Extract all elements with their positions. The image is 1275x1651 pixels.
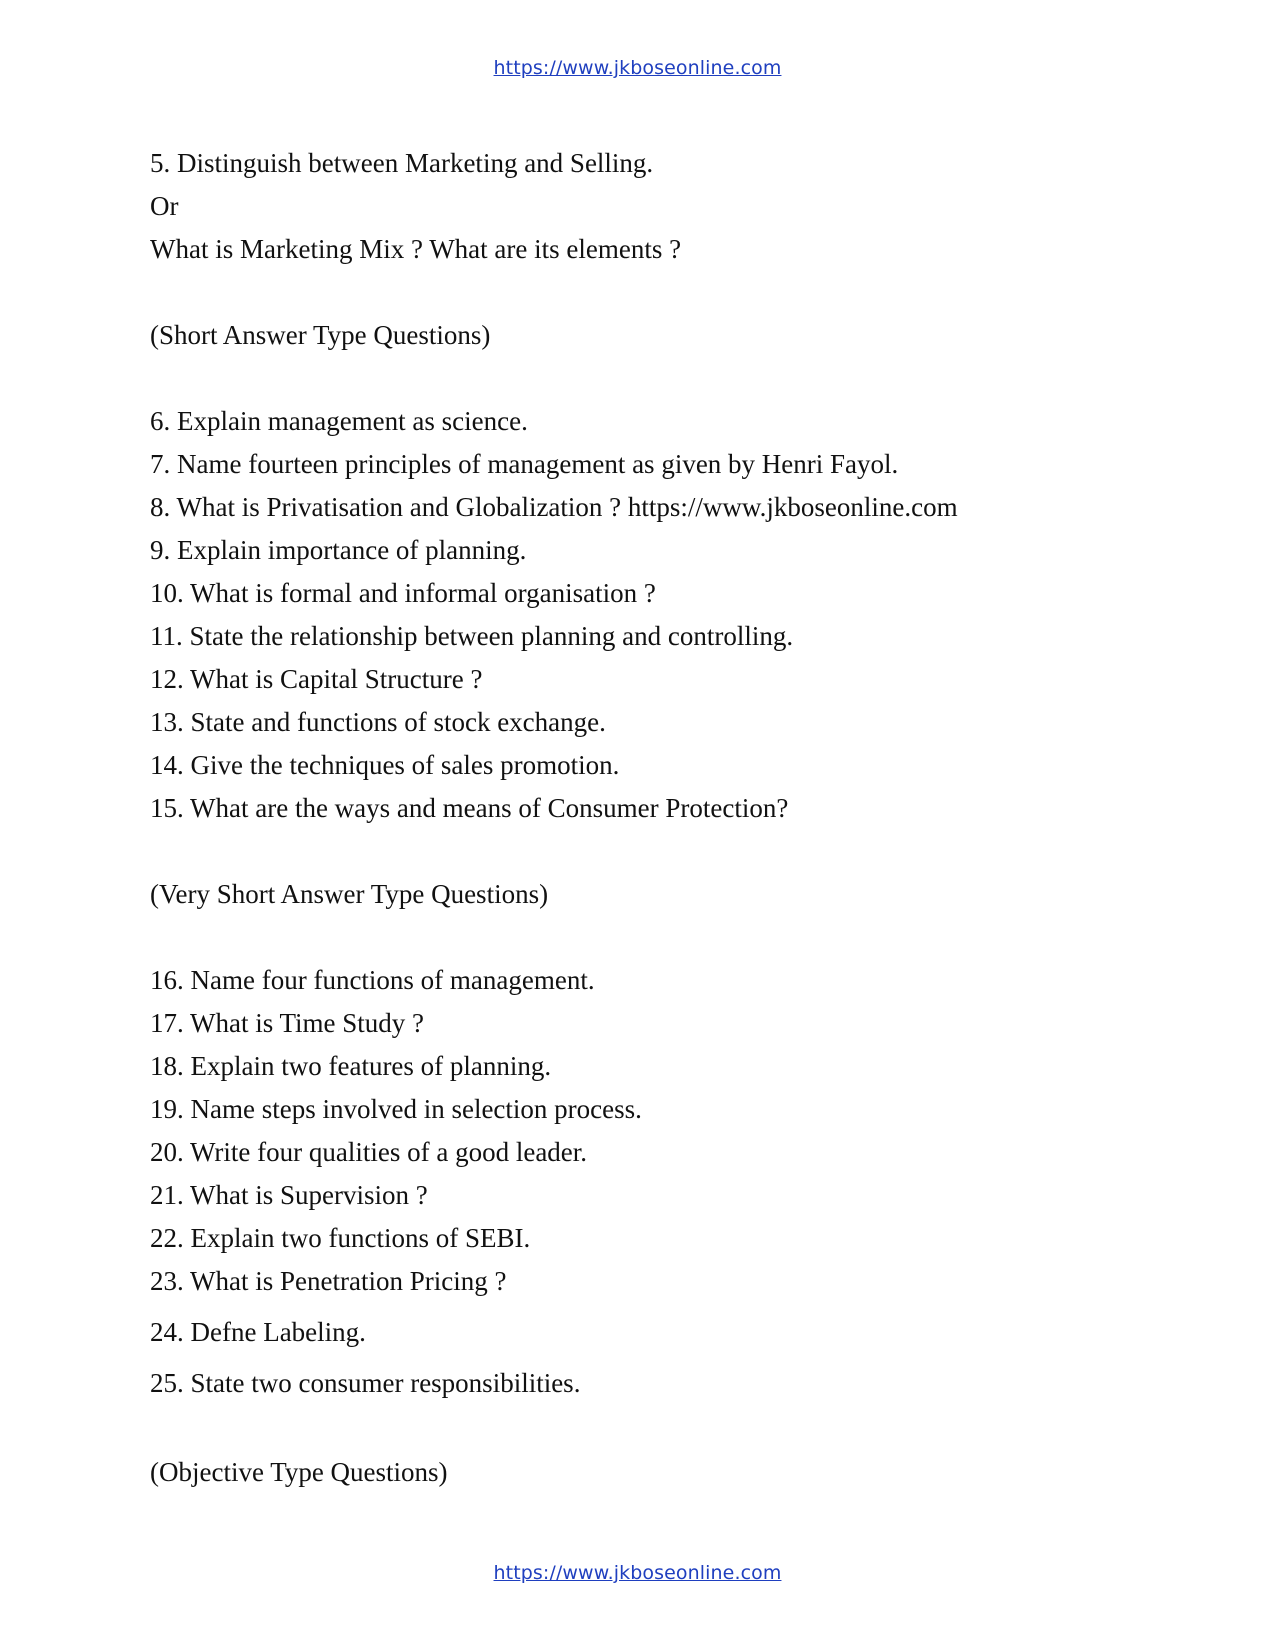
section-heading-short-answer: (Short Answer Type Questions) bbox=[150, 320, 491, 350]
question-21: 21. What is Supervision ? bbox=[150, 1180, 428, 1210]
question-19: 19. Name steps involved in selection process. bbox=[150, 1094, 642, 1124]
question-10: 10. What is formal and informal organisation ? bbox=[150, 578, 656, 608]
question-20: 20. Write four qualities of a good leader. bbox=[150, 1137, 588, 1167]
question-6: 6. Explain management as science. bbox=[150, 406, 528, 436]
question-12: 12. What is Capital Structure ? bbox=[150, 664, 483, 694]
question-14: 14. Give the techniques of sales promotion. bbox=[150, 750, 620, 780]
question-25: 25. State two consumer responsibilities. bbox=[150, 1368, 581, 1398]
question-8: 8. What is Privatisation and Globalization ? https://www.jkboseonline.com bbox=[150, 492, 958, 522]
question-16: 16. Name four functions of management. bbox=[150, 965, 595, 995]
or-text: Or bbox=[150, 191, 179, 221]
question-5-alternative: What is Marketing Mix ? What are its elements ? bbox=[150, 234, 682, 264]
question-7: 7. Name fourteen principles of management as given by Henri Fayol. bbox=[150, 449, 899, 479]
question-13: 13. State and functions of stock exchange. bbox=[150, 707, 606, 737]
question-17: 17. What is Time Study ? bbox=[150, 1008, 425, 1038]
question-24: 24. Defne Labeling. bbox=[150, 1317, 366, 1347]
section-heading-objective: (Objective Type Questions) bbox=[150, 1457, 448, 1487]
question-9: 9. Explain importance of planning. bbox=[150, 535, 527, 565]
question-23: 23. What is Penetration Pricing ? bbox=[150, 1266, 507, 1296]
question-11: 11. State the relationship between planning and controlling. bbox=[150, 621, 794, 651]
section-heading-very-short-answer: (Very Short Answer Type Questions) bbox=[150, 879, 549, 909]
question-22: 22. Explain two functions of SEBI. bbox=[150, 1223, 531, 1253]
header-link[interactable]: https://www.jkboseonline.com bbox=[493, 57, 782, 79]
question-18: 18. Explain two features of planning. bbox=[150, 1051, 552, 1081]
question-5: 5. Distinguish between Marketing and Selling. bbox=[150, 148, 654, 178]
footer-link[interactable]: https://www.jkboseonline.com bbox=[493, 1562, 782, 1584]
question-15: 15. What are the ways and means of Consumer Protection? bbox=[150, 793, 789, 823]
